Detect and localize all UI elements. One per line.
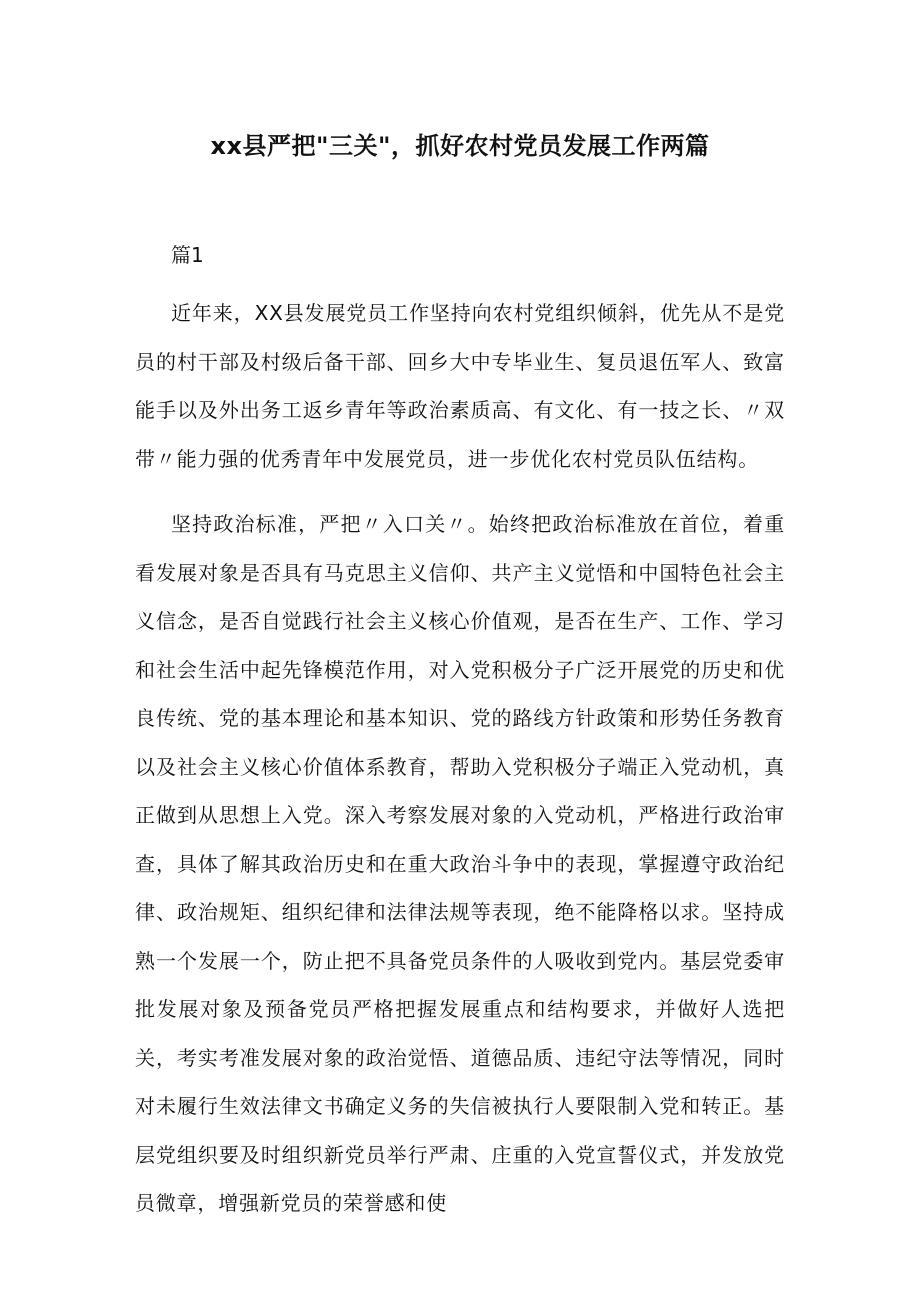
paragraph-2: 坚持政治标准，严把〃入口关〃。始终把政治标准放在首位，着重看发展对象是否具有马克思主义信仰、共产主义觉悟和中国特色社会主义信念，是否自觉践行社会主义核心价值观，是否在生产、工作、学习和社会生活中起先锋模范作用，对入党积极分子广泛开展党的历史和优良传统、党的基本理论和基本知识、党的路线方针政策和形势任务教育以及社会主义核心价值体系教育，帮助入党积极分子端正入党动机，真正做到从思想上入党。深入考察发展对象的入党动机，严格进行政治审查，具体了解其政治历史和在重大政治斗争中的表现，掌握遵守政治纪律、政治规矩、组织纪律和法律法规等表现，绝不能降格以求。坚持成熟一个发展一个，防止把不具备党员条件的人吸收到党内。基层党委审批发展对象及预备党员严格把握发展重点和结构要求，并做好人选把关，考实考准发展对象的政治觉悟、道德品质、违纪守法等情况，同时对未履行生效法律文书确定义务的失信被执行人要限制入党和转正。基层党组织要及时组织新党员举行严肃、庄重的入党宣誓仪式，并发放党员微章，增强新党员的荣誉感和使 xyxy=(135,512,785,1215)
document-title: xx县严把"三关"，抓好农村党员发展工作两篇 xyxy=(210,132,710,160)
section-label: 篇1 xyxy=(171,243,204,267)
paragraph-1: 近年来，XX县发展党员工作坚持向农村党组织倾斜，优先从不是党员的村干部及村级后备干部、回乡大中专毕业生、复员退伍军人、致富能手以及外出务工返乡青年等政治素质高、有文化、有一技之长、〃双带〃能力强的优秀青年中发展党员，进一步优化农村党员队伍结构。 xyxy=(135,301,785,471)
